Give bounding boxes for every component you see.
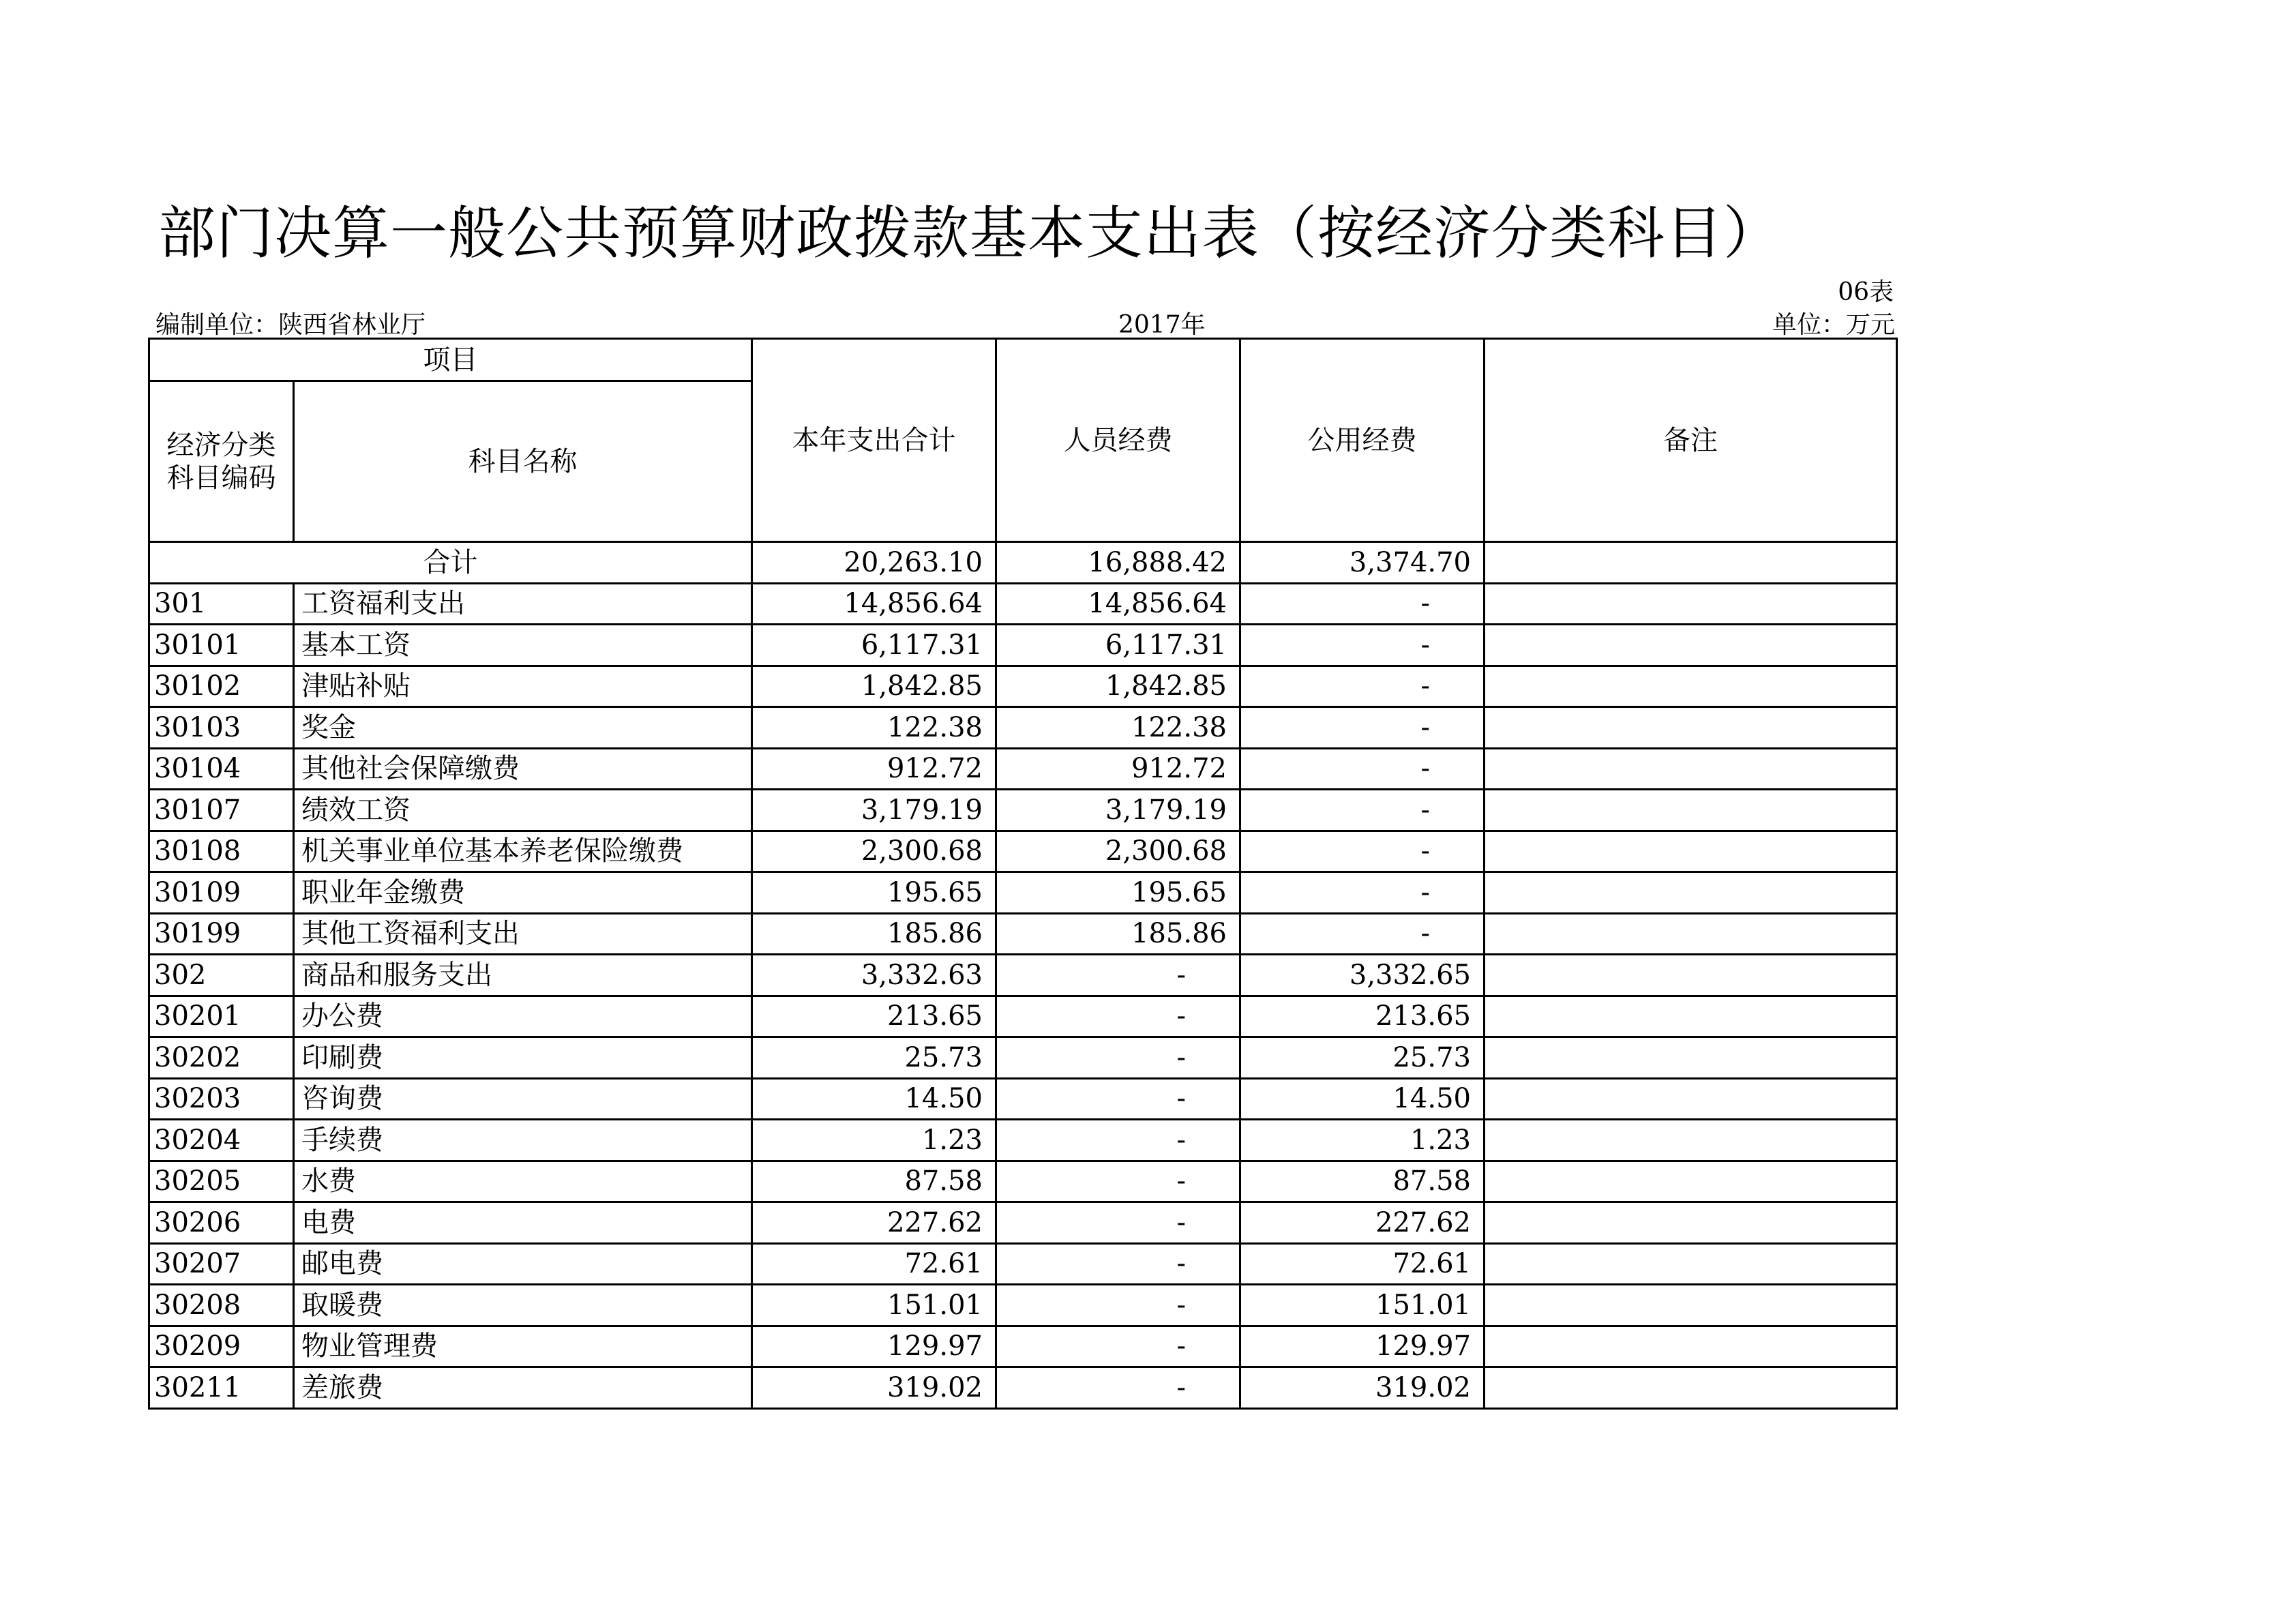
row-total: 1.23 (752, 1120, 996, 1161)
row-personnel: - (996, 1367, 1240, 1409)
row-remark (1485, 583, 1897, 625)
table-row (149, 707, 1897, 749)
table-row (149, 872, 1897, 914)
row-total: 227.62 (752, 1202, 996, 1244)
row-remark (1485, 1202, 1897, 1244)
row-remark (1485, 707, 1897, 749)
row-public: - (1240, 748, 1485, 790)
table-row (149, 1078, 1897, 1120)
table-row (149, 1326, 1897, 1367)
row-name: 印刷费 (294, 1037, 752, 1079)
row-remark (1485, 1326, 1897, 1367)
row-name: 其他工资福利支出 (294, 913, 752, 955)
table-row (149, 996, 1897, 1037)
table-row (149, 1120, 1897, 1161)
row-personnel: 912.72 (996, 748, 1240, 790)
row-public: 227.62 (1240, 1202, 1485, 1244)
sum-public: 3,374.70 (1240, 542, 1485, 584)
row-personnel: 1,842.85 (996, 666, 1240, 707)
sum-total: 20,263.10 (752, 542, 996, 584)
row-public: - (1240, 707, 1485, 749)
header-personnel: 人员经费 (996, 339, 1240, 542)
row-personnel: 185.86 (996, 913, 1240, 955)
header-project: 项目 (149, 339, 752, 381)
table-row (149, 1243, 1897, 1285)
row-total: 213.65 (752, 996, 996, 1037)
report-year: 2017年 (1118, 311, 1206, 339)
row-remark (1485, 1078, 1897, 1120)
row-remark (1485, 831, 1897, 872)
row-total: 122.38 (752, 707, 996, 749)
header-public: 公用经费 (1240, 339, 1485, 542)
row-public: - (1240, 831, 1485, 872)
row-public: - (1240, 913, 1485, 955)
row-remark (1485, 913, 1897, 955)
org-label: 编制单位： (155, 311, 279, 339)
row-name: 水费 (294, 1161, 752, 1202)
row-name: 奖金 (294, 707, 752, 749)
row-name: 工资福利支出 (294, 583, 752, 625)
row-total: 3,332.63 (752, 955, 996, 996)
row-total: 185.86 (752, 913, 996, 955)
row-personnel: - (996, 1243, 1240, 1285)
row-public: 319.02 (1240, 1367, 1485, 1409)
row-personnel: - (996, 1326, 1240, 1367)
row-name: 其他社会保障缴费 (294, 748, 752, 790)
row-public: 25.73 (1240, 1037, 1485, 1079)
table-row (149, 666, 1897, 707)
row-code: 30101 (149, 625, 294, 666)
row-public: - (1240, 666, 1485, 707)
row-remark (1485, 1037, 1897, 1079)
row-public: - (1240, 872, 1485, 914)
row-personnel: - (996, 1285, 1240, 1326)
row-remark (1485, 1285, 1897, 1326)
header-row-1 (149, 339, 1897, 381)
row-remark (1485, 625, 1897, 666)
sum-row (149, 542, 1897, 584)
row-personnel: - (996, 996, 1240, 1037)
unit-label: 单位：万元 (1772, 311, 1895, 339)
header-total: 本年支出合计 (752, 339, 996, 542)
table-row (149, 790, 1897, 831)
table-row (149, 583, 1897, 625)
row-remark (1485, 1120, 1897, 1161)
row-total: 912.72 (752, 748, 996, 790)
row-public: 72.61 (1240, 1243, 1485, 1285)
row-name: 基本工资 (294, 625, 752, 666)
row-total: 72.61 (752, 1243, 996, 1285)
table-row (149, 625, 1897, 666)
row-remark (1485, 790, 1897, 831)
row-code: 302 (149, 955, 294, 996)
row-code: 30206 (149, 1202, 294, 1244)
row-personnel: 2,300.68 (996, 831, 1240, 872)
header-name: 科目名称 (294, 381, 752, 542)
row-personnel: - (996, 1078, 1240, 1120)
sum-remark (1485, 542, 1897, 584)
row-total: 25.73 (752, 1037, 996, 1079)
row-public: 151.01 (1240, 1285, 1485, 1326)
row-total: 2,300.68 (752, 831, 996, 872)
row-total: 319.02 (752, 1367, 996, 1409)
row-code: 30199 (149, 913, 294, 955)
row-public: 213.65 (1240, 996, 1485, 1037)
row-total: 6,117.31 (752, 625, 996, 666)
row-public: 129.97 (1240, 1326, 1485, 1367)
row-personnel: - (996, 1120, 1240, 1161)
row-public: 1.23 (1240, 1120, 1485, 1161)
row-code: 30208 (149, 1285, 294, 1326)
table-row (149, 913, 1897, 955)
row-name: 职业年金缴费 (294, 872, 752, 914)
row-name: 咨询费 (294, 1078, 752, 1120)
table-row (149, 748, 1897, 790)
page-title: 部门决算一般公共预算财政拨款基本支出表（按经济分类科目） (158, 200, 1782, 267)
table-row (149, 1285, 1897, 1326)
row-personnel: 195.65 (996, 872, 1240, 914)
row-remark (1485, 666, 1897, 707)
row-name: 商品和服务支出 (294, 955, 752, 996)
row-personnel: 14,856.64 (996, 583, 1240, 625)
row-remark (1485, 1243, 1897, 1285)
sum-label: 合计 (149, 542, 752, 584)
row-remark (1485, 748, 1897, 790)
row-code: 30201 (149, 996, 294, 1037)
row-public: 3,332.65 (1240, 955, 1485, 996)
table-row (149, 1367, 1897, 1409)
sum-personnel: 16,888.42 (996, 542, 1240, 584)
row-total: 151.01 (752, 1285, 996, 1326)
row-remark (1485, 1161, 1897, 1202)
table-row (149, 831, 1897, 872)
row-name: 邮电费 (294, 1243, 752, 1285)
organization (155, 306, 426, 340)
form-number: 06表 (1838, 278, 1894, 306)
row-name: 津贴补贴 (294, 666, 752, 707)
row-public: 14.50 (1240, 1078, 1485, 1120)
row-code: 30104 (149, 748, 294, 790)
header-remark: 备注 (1485, 339, 1897, 542)
row-total: 195.65 (752, 872, 996, 914)
row-code: 30102 (149, 666, 294, 707)
row-total: 129.97 (752, 1326, 996, 1367)
table-row (149, 1037, 1897, 1079)
org-name: 陕西省林业厅 (278, 311, 426, 339)
row-total: 3,179.19 (752, 790, 996, 831)
row-code: 30207 (149, 1243, 294, 1285)
row-code: 30108 (149, 831, 294, 872)
row-code: 30202 (149, 1037, 294, 1079)
row-code: 30211 (149, 1367, 294, 1409)
row-code: 30107 (149, 790, 294, 831)
row-remark (1485, 996, 1897, 1037)
row-total: 87.58 (752, 1161, 996, 1202)
row-code: 30103 (149, 707, 294, 749)
row-name: 手续费 (294, 1120, 752, 1161)
row-public: - (1240, 583, 1485, 625)
row-code: 30209 (149, 1326, 294, 1367)
row-name: 机关事业单位基本养老保险缴费 (294, 831, 752, 872)
row-remark (1485, 872, 1897, 914)
row-name: 电费 (294, 1202, 752, 1244)
table-row (149, 955, 1897, 996)
row-remark (1485, 955, 1897, 996)
row-name: 物业管理费 (294, 1326, 752, 1367)
row-code: 30204 (149, 1120, 294, 1161)
expenditure-table (148, 338, 1898, 1410)
row-personnel: - (996, 1037, 1240, 1079)
row-code: 30203 (149, 1078, 294, 1120)
row-total: 14.50 (752, 1078, 996, 1120)
row-total: 1,842.85 (752, 666, 996, 707)
header-code: 经济分类科目编码 (149, 381, 294, 542)
table-row (149, 1161, 1897, 1202)
row-code: 30109 (149, 872, 294, 914)
row-personnel: 6,117.31 (996, 625, 1240, 666)
row-personnel: 3,179.19 (996, 790, 1240, 831)
row-name: 办公费 (294, 996, 752, 1037)
table-row (149, 1202, 1897, 1244)
row-public: 87.58 (1240, 1161, 1485, 1202)
row-personnel: - (996, 1202, 1240, 1244)
row-personnel: - (996, 955, 1240, 996)
row-remark (1485, 1367, 1897, 1409)
row-code: 30205 (149, 1161, 294, 1202)
row-public: - (1240, 790, 1485, 831)
row-public: - (1240, 625, 1485, 666)
row-total: 14,856.64 (752, 583, 996, 625)
row-code: 301 (149, 583, 294, 625)
row-personnel: - (996, 1161, 1240, 1202)
data-rows (149, 583, 1897, 1408)
row-name: 差旅费 (294, 1367, 752, 1409)
row-name: 取暖费 (294, 1285, 752, 1326)
row-name: 绩效工资 (294, 790, 752, 831)
row-personnel: 122.38 (996, 707, 1240, 749)
